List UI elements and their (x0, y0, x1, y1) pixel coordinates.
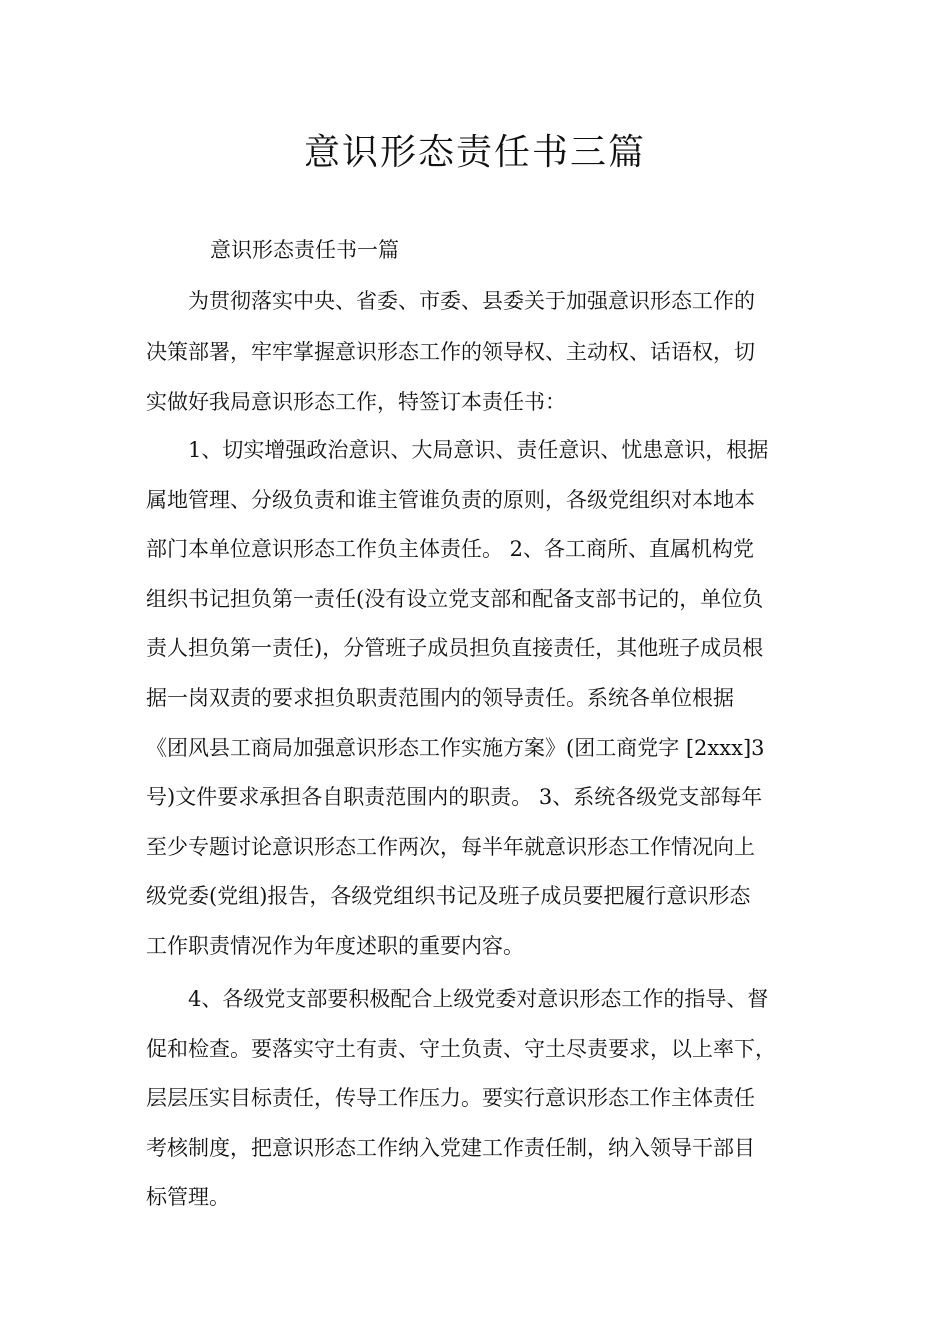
paragraph-line: 层层压实目标责任，传导工作压力。要实行意识形态工作主体责任 (146, 1086, 755, 1110)
paragraph-line: 《团风县工商局加强意识形态工作实施方案》(团工商党字 [2xxx]3 (146, 736, 765, 760)
paragraph-line: 工作职责情况作为年度述职的重要内容。 (146, 934, 524, 958)
paragraph-line: 级党委(党组)报告，各级党组织书记及班子成员要把履行意识形态 (146, 884, 751, 908)
paragraph-line: 标管理。 (146, 1185, 230, 1209)
paragraph-line: 部门本单位意识形态工作负主体责任。 2、各工商所、直属机构党 (146, 537, 755, 561)
paragraph-line: 4、各级党支部要积极配合上级党委对意识形态工作的指导、督 (188, 987, 769, 1011)
paragraph-line: 考核制度，把意识形态工作纳入党建工作责任制，纳入领导干部目 (146, 1136, 755, 1160)
paragraph-line: 决策部署，牢牢掌握意识形态工作的领导权、主动权、话语权，切 (146, 340, 755, 364)
paragraph-line: 为贯彻落实中央、省委、市委、县委关于加强意识形态工作的 (188, 289, 755, 313)
paragraph-line: 组织书记担负第一责任(没有设立党支部和配备支部书记的，单位负 (146, 587, 764, 611)
paragraph-line: 属地管理、分级负责和谁主管谁负责的原则，各级党组织对本地本 (146, 488, 755, 512)
paragraph-line: 据一岗双责的要求担负职责范围内的领导责任。系统各单位根据 (146, 686, 734, 710)
paragraph-line: 号)文件要求承担各自职责范围内的职责。 3、系统各级党支部每年 (146, 785, 763, 809)
paragraph-line: 责人担负第一责任)，分管班子成员担负直接责任，其他班子成员根 (146, 636, 764, 660)
paragraph-line: 1、切实增强政治意识、大局意识、责任意识、忧患意识，根据 (188, 438, 769, 462)
paragraph-line: 促和检查。要落实守土有责、守土负责、守土尽责要求，以上率下， (146, 1037, 776, 1061)
paragraph-line: 至少专题讨论意识形态工作两次，每半年就意识形态工作情况向上 (146, 835, 755, 859)
section-heading: 意识形态责任书一篇 (210, 238, 399, 262)
paragraph-line: 实做好我局意识形态工作，特签订本责任书： (146, 390, 566, 414)
document-title: 意识形态责任书三篇 (303, 132, 646, 173)
